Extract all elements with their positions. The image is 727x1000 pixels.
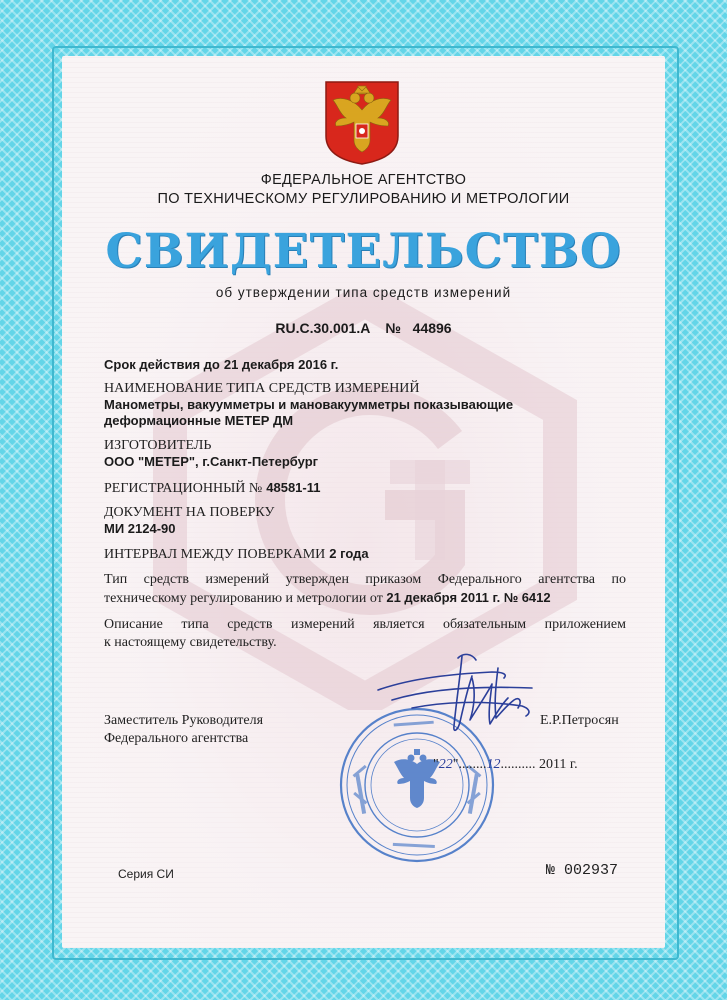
verification-doc-value: МИ 2124-90 [104,521,176,536]
approval-number-sign: № [503,590,519,605]
certificate-number-row [62,320,665,336]
certificate-code: RU.C.30.001.A [275,320,370,336]
description-text-line1: Описание типа средств измерений является обязательным приложением [104,617,626,632]
date-year: 2011 г. [538,757,578,772]
date-open-quote: " [433,757,439,772]
signer-title-line1: Заместитель Руководителя [104,713,264,728]
signature-icon [372,648,542,748]
signer-title-line2: Федерального агентства [104,731,249,746]
certificate-number-sign: № [385,320,401,336]
registration-value: 48581-11 [266,480,321,495]
date-dots-2: .......... [500,757,536,772]
approval-order-date: 21 декабря 2011 г. [386,590,501,605]
agency-name-line2: ПО ТЕХНИЧЕСКОМУ РЕГУЛИРОВАНИЮ И МЕТРОЛОГИИ [157,191,570,207]
registration-row [104,479,321,497]
approval-text-line2 [104,589,626,608]
approval-text-line1: Тип средств измерений утвержден приказом Федерального агентства по [104,572,626,587]
date-dots-1: ........ [458,757,487,772]
serial-number: № 002937 [546,862,619,879]
certificate-title: СВИДЕТЕЛЬСТВО [105,224,622,279]
manufacturer-label: ИЗГОТОВИТЕЛЬ [104,438,212,453]
interval-label: ИНТЕРВАЛ МЕЖДУ ПОВЕРКАМИ [104,547,326,562]
approval-text-prefix: техническому регулированию и метрологии от [104,591,383,606]
agency-name-line1: ФЕДЕРАЛЬНОЕ АГЕНТСТВО [260,172,467,188]
type-name-value-line1: Манометры, вакуумметры и мановакуумметры показывающие [104,397,514,412]
coat-of-arms-icon [324,80,400,166]
interval-row [104,545,369,563]
date-day: 22 [438,757,453,772]
verification-doc-label: ДОКУМЕНТ НА ПОВЕРКУ [104,505,275,520]
registration-label: РЕГИСТРАЦИОННЫЙ № [104,481,263,496]
certificate-subtitle: об утверждении типа средств измерений [215,285,512,300]
description-text-line2: к настоящему свидетельству. [104,635,277,650]
signature-date [433,757,578,773]
date-close-quote: " [452,757,459,772]
type-name-label: НАИМЕНОВАНИЕ ТИПА СРЕДСТВ ИЗМЕРЕНИЙ [104,381,420,396]
interval-value: 2 года [329,546,369,561]
validity-date: 21 декабря 2016 г. [223,357,339,372]
type-name-value-line2: деформационные МЕТЕР ДМ [104,413,294,428]
manufacturer-value: ООО "МЕТЕР", г.Санкт-Петербург [104,454,319,469]
date-month: 12 [486,757,501,772]
approval-order-number: 6412 [521,590,551,605]
signer-name: Е.Р.Петросян [540,713,619,728]
validity-row [104,356,338,374]
validity-label: Срок действия до [104,357,220,372]
certificate-number: 44896 [412,320,452,336]
series-label: Серия СИ [118,867,174,881]
